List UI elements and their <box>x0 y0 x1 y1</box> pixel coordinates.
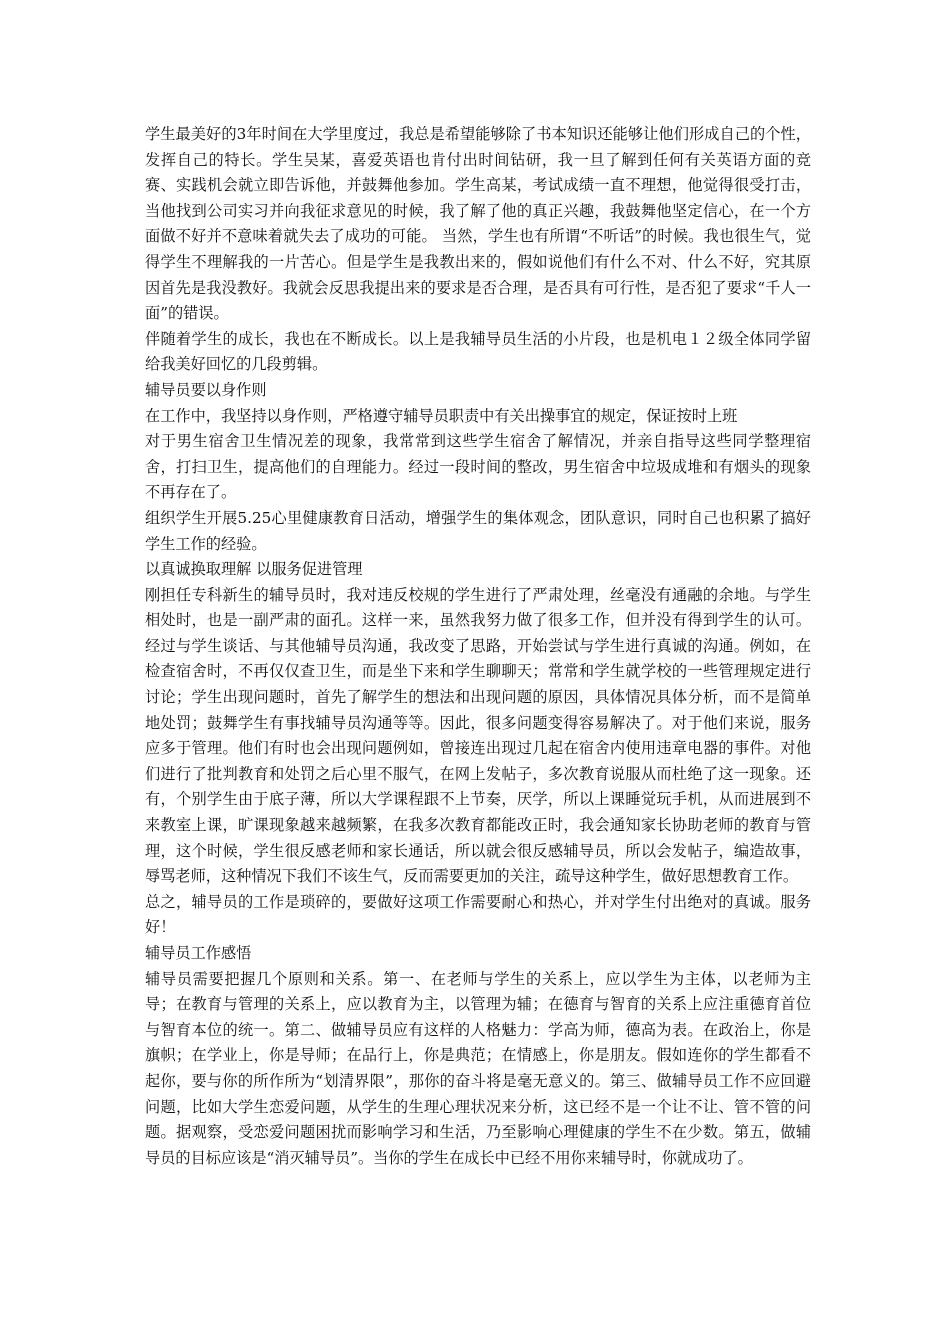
paragraph-sincere-communication: 刚担任专科新生的辅导员时，我对违反校规的学生进行了严肃处理，丝毫没有通融的余地。与学生相处时，也是一副严肃的面孔。这样一来，虽然我努力做了很多工作，但并没有得到学生的认可。经过与学生谈话、与其他辅导员沟通，我改变了思路，开始尝试与学生进行真诚的沟通。例如，在检查宿舍时，不再仅仅查卫生，而是坐下来和学生聊聊天；常常和学生就学校的一些管理规定进行讨论；学生出现问题时，首先了解学生的想法和出现问题的原因，具体情况具体分析，而不是简单地处罚；鼓舞学生有事找辅导员沟通等等。因此，很多问题变得容易解决了。对于他们来说，服务应多于管理。他们有时也会出现问题例如，曾接连出现过几起在宿舍内使用违章电器的事件。对他们进行了批判教育和处罚之后心里不服气，在网上发帖子，多次教育说服从而杜绝了这一现象。还有，个别学生由于底子薄，所以大学课程跟不上节奏，厌学，所以上课睡觉玩手机，从而进展到不来教室上课，旷课现象越来越频繁，在我多次教育都能改正时，我会通知家长协助老师的教育与管理，这个时候，学生很反感老师和家长通话，所以就会很反感辅导员，所以会发帖子，编造故事，辱骂老师，这种情况下我们不该生气，反而需要更加的关注，疏导这种学生，做好思想教育工作。 <box>145 585 811 886</box>
paragraph-principles: 辅导员需要把握几个原则和关系。第一、在老师与学生的关系上，应以学生为主体，以老师为主导；在教育与管理的关系上，应以教育为主，以管理为辅；在德育与智育的关系上应注重德育首位与智育本位的统一。第二、做辅导员应有这样的人格魅力：学高为师，德高为表。在政治上，你是旗帜；在学业上，你是导师；在品行上，你是典范；在情感上，你是朋友。假如连你的学生都看不起你，要与你的所作所为“划清界限”，那你的奋斗将是毫无意义的。第三、做辅导员工作不应回避问题，比如大学生恋爱问题，从学生的生理心理状况来分析，这已经不是一个让不让、管不管的问题。据观察，受恋爱问题困扰而影响学习和生活，乃至影响心理健康的学生不在少数。第五，做辅导员的目标应该是“消灭辅导员”。当你的学生在成长中已经不用你来辅导时，你就成功了。 <box>145 969 811 1167</box>
paragraph-lead-by-example: 在工作中，我坚持以身作则，严格遵守辅导员职责中有关出操事宜的规定，保证按时上班 <box>145 406 738 425</box>
document-body <box>145 122 811 1171</box>
section-heading-lead-by-example: 辅导员要以身作则 <box>145 380 267 399</box>
paragraph-dorm-hygiene: 对于男生宿舍卫生情况差的现象，我常常到这些学生宿舍了解情况，并亲自指导这些同学整理宿舍，打扫卫生，提高他们的自理能力。经过一段时间的整改，男生宿舍中垃圾成堆和有烟头的现象不再存在了。 <box>145 432 811 502</box>
paragraph-growing-together: 伴随着学生的成长，我也在不断成长。以上是我辅导员生活的小片段，也是机电１２级全体同学留给我美好回忆的几段剪辑。 <box>145 329 811 374</box>
paragraph-summary: 总之，辅导员的工作是琐碎的，要做好这项工作需要耐心和热心，并对学生付出绝对的真诚。服务好！ <box>145 892 811 937</box>
paragraph-mental-health-day: 组织学生开展5.25心里健康教育日活动，增强学生的集体观念，团队意识，同时自己也积累了搞好学生工作的经验。 <box>145 508 811 553</box>
section-heading-sincerity-service: 以真诚换取理解 以服务促进管理 <box>145 560 363 579</box>
section-heading-reflections: 辅导员工作感悟 <box>145 944 252 962</box>
paragraph-student-individuality: 学生最美好的3年时间在大学里度过，我总是希望能够除了书本知识还能够让他们形成自己的个性，发挥自己的特长。学生吴某，喜爱英语也肯付出时间钻研，我一旦了解到任何有关英语方面的竞赛、实践机会就立即告诉他，并鼓舞他参加。学生高某，考试成绩一直不理想，他觉得很受打击，当他找到公司实习并向我征求意见的时候，我了解了他的真正兴趣，我鼓舞他坚定信心，在一个方面做不好并不意味着就失去了成功的可能。 当然，学生也有所谓“不听话”的时候。我也很生气，觉得学生不理解我的一片苦心。但是学生是我教出来的，假如说他们有什么不对、什么不好，究其原因首先是我没教好。我就会反思我提出来的要求是否合理，是否具有可行性，是否犯了要求“千人一面”的错误。 <box>145 125 811 323</box>
